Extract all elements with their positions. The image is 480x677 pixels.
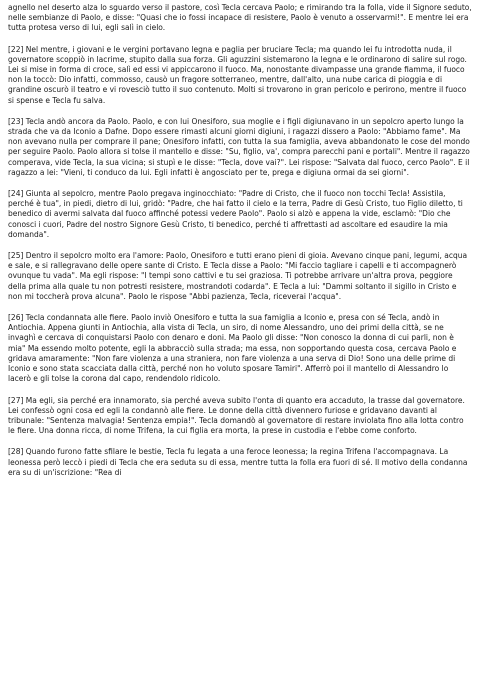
paragraph-22: [22] Nel mentre, i giovani e le vergini portavano legna e paglia per bruciare Tecla; ma quando lei fu introdotta nuda, il governatore scoppiò in lacrime, stupito dalla sua forza. Gli aguzzini sistemarono la legna e le ordinarono di salire sul rogo. Lei si mise in forma di croce, salì ed essi vi appiccarono il fuoco. Ma, nonostante divampasse una grande fiamma, il fuoco non la toccò: Dio infatti, commosso, causò un fragore sotterraneo, mentre, dall'alto, una nube carica di pioggia e di grandine oscurò il teatro e vi rovesciò tutto il suo contenuto. Molti si trovarono in gran pericolo e perirono, mentre il fuoco si spense e Tecla fu salva. [8,44,467,105]
paragraph-23: [23] Tecla andò ancora da Paolo. Paolo, e con lui Onesiforo, sua moglie e i figli digiunavano in un sepolcro aperto lungo la strada che va da Iconio a Dafne. Dopo essere rimasti alcuni giorni digiuni, i ragazzi dissero a Paolo: "Abbiamo fame". Ma non avevano nulla per comprare il pane; Onesiforo infatti, con tutta la sua famiglia, aveva abbandonato le cose del mondo per seguire Paolo. Paolo allora si tolse il mantello e disse: "Su, figlio, va', compra parecchi pani e portali". Mentre il ragazzo comperava, vide Tecla, la sua vicina; si stupì e le disse: "Tecla, dove vai?". Lei rispose: "Salvata dal fuoco, cerco Paolo". E il ragazzo a lei: "Vieni, ti conduco da lui. Egli infatti è angosciato per te, prega e digiuna ormai da sei giorni". [8,116,470,177]
paragraph-27: [27] Ma egli, sia perché era innamorato, sia perché aveva subito l'onta di quanto era accaduto, la trasse dal governatore. Lei confessò ogni cosa ed egli la condannò alle fiere. Le donne della città divennero furiose e gridavano davanti al tribunale: "Sentenza malvagia! Sentenza empia!". Tecla domandò al governatore di restare inviolata fino alla lotta contro le fiere. Una donna ricca, di nome Trifena, la cui figlia era morta, la prese in custodia e l'ebbe come conforto. [8,395,465,436]
paragraph-25: [25] Dentro il sepolcro molto era l'amore: Paolo, Onesiforo e tutti erano pieni di gioia. Avevano cinque pani, legumi, acqua e sale, e si rallegravano delle opere sante di Cristo. E Tecla disse a Paolo: "Mi faccio tagliare i capelli e ti accompagnerò ovunque tu vada". Ma egli rispose: "I tempi sono cattivi e tu sei graziosa. Ti potrebbe arrivare un'altra prova, peggiore della prima alla quale tu non potresti resistere, mostrandoti codarda". E Tecla a lui: "Dammi soltanto il sigillo in Cristo e non mi toccherà prova alcuna". Paolo le rispose "Abbi pazienza, Tecla, riceverai l'acqua". [8,251,468,301]
paragraph-intro: agnello nel deserto alza lo sguardo verso il pastore, così Tecla cercava Paolo; e rimirando tra la folla, vide il Signore seduto, nelle sembianze di Paolo, e disse: "Quasi che io fossi incapace di resistere, Paolo è venuto a osservarmi!". E mentre lei era tutta protesa verso di lui, egli salì in cielo. [8,3,472,33]
document-body [8,0,472,489]
paragraph-26: [26] Tecla condannata alle fiere. Paolo inviò Onesiforo e tutta la sua famiglia a Iconio e, presa con sé Tecla, andò in Antiochia. Appena giunti in Antiochia, alla vista di Tecla, un siro, di nome Alessandro, uno dei primi della città, se ne invaghì e cercava di conquistarsi Paolo con denaro e doni. Ma Paolo gli disse: "Non conosco la donna di cui parli, non è mia" Ma essendo molto potente, egli la abbracciò sulla strada; ma essa, non sopportando questa cosa, cercava Paolo e gridava amaramente: "Non fare violenza a una straniera, non fare violenza a una serva di Dio! Sono una delle prime di Iconio e sono stata scacciata dalla città, perché non ho voluto sposare Tamiri". Afferrò poi il mantello di Alessandro lo lacerò e gli tolse la corona dal capo, rendendolo ridicolo. [8,313,457,384]
paragraph-24: [24] Giunta al sepolcro, mentre Paolo pregava inginocchiato: "Padre di Cristo, che il fuoco non tocchi Tecla! Assistila, perché è tua", in piedi, dietro di lui, gridò: "Padre, che hai fatto il cielo e la terra, Padre di Gesù Cristo, tuo Figlio diletto, ti benedico di avermi salvata dal fuoco affinché potessi vedere Paolo". Paolo si alzò e appena la vide, esclamò: "Dio che conosci i cuori, Padre del nostro Signore Gesù Cristo, ti benedico, perché ti affrettasti ad ascoltare ed esaudire la mia domanda". [8,189,463,239]
paragraph-28: [28] Quando furono fatte sfilare le bestie, Tecla fu legata a una feroce leonessa; la regina Trifena l'accompagnava. La leonessa però leccò i piedi di Tecla che era seduta su di essa, mentre tutta la folla era fuori di sé. Il motivo della condanna era su di un'iscrizione: "Rea di [8,447,468,477]
